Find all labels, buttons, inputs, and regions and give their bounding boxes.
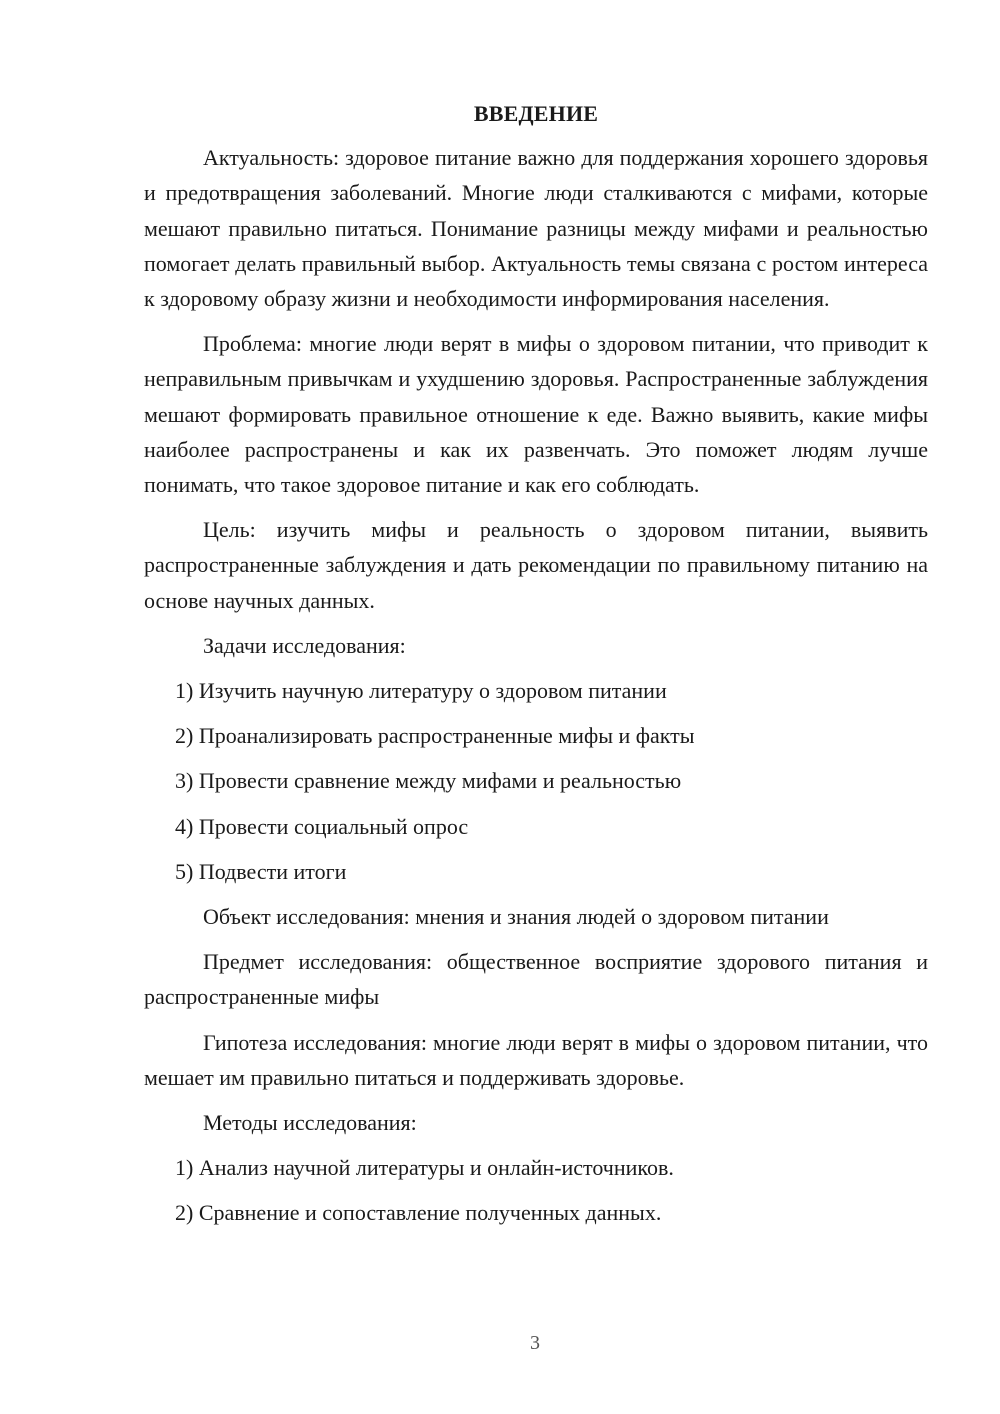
list-item: 1) Изучить научную литературу о здоровом питании <box>175 678 667 704</box>
methods-heading: Методы исследования: <box>203 1110 417 1136</box>
list-item: 1) Анализ научной литературы и онлайн-источников. <box>175 1155 674 1181</box>
page-number: 3 <box>530 1332 540 1354</box>
paragraph-relevance: Актуальность: здоровое питание важно для поддержания хорошего здоровья и предотвращения заболеваний. Многие люди сталкиваются с мифами, которые мешают правильно питаться. Понимание разницы между мифами и реальностью помогает делать правильный выбор. Актуальность темы связана с ростом интереса к здоровому образу жизни и необходимости информирования населения. <box>144 145 928 312</box>
page-content <box>144 96 928 1241</box>
paragraph-object: Объект исследования: мнения и знания людей о здоровом питании <box>203 904 829 930</box>
list-item: 2) Сравнение и сопоставление полученных данных. <box>175 1200 662 1226</box>
list-item: 2) Проанализировать распространенные мифы и факты <box>175 723 695 749</box>
section-heading: ВВЕДЕНИЕ <box>473 101 599 126</box>
list-item: 3) Провести сравнение между мифами и реальностью <box>175 768 682 794</box>
list-item: 4) Провести социальный опрос <box>175 813 469 839</box>
methods-list <box>144 1150 928 1230</box>
paragraph-problem: Проблема: многие люди верят в мифы о здоровом питании, что приводит к неправильным привычкам и ухудшению здоровья. Распространенные заблуждения мешают формировать правильное отношение к еде. Важно выявить, какие мифы наиболее распространены и как их развенчать. Это поможет людям лучше понимать, что такое здоровое питание и как его соблюдать. <box>144 331 928 498</box>
paragraph-hypothesis: Гипотеза исследования: многие люди верят в мифы о здоровом питании, что мешает им правильно питаться и поддерживать здоровье. <box>144 1029 928 1090</box>
tasks-list <box>144 673 928 889</box>
paragraph-subject: Предмет исследования: общественное восприятие здорового питания и распространенные мифы <box>144 949 928 1010</box>
list-item: 5) Подвести итоги <box>175 858 347 884</box>
paragraph-goal: Цель: изучить мифы и реальность о здоровом питании, выявить распространенные заблуждения и дать рекомендации по правильному питанию на основе научных данных. <box>144 517 928 613</box>
tasks-heading: Задачи исследования: <box>203 632 406 658</box>
